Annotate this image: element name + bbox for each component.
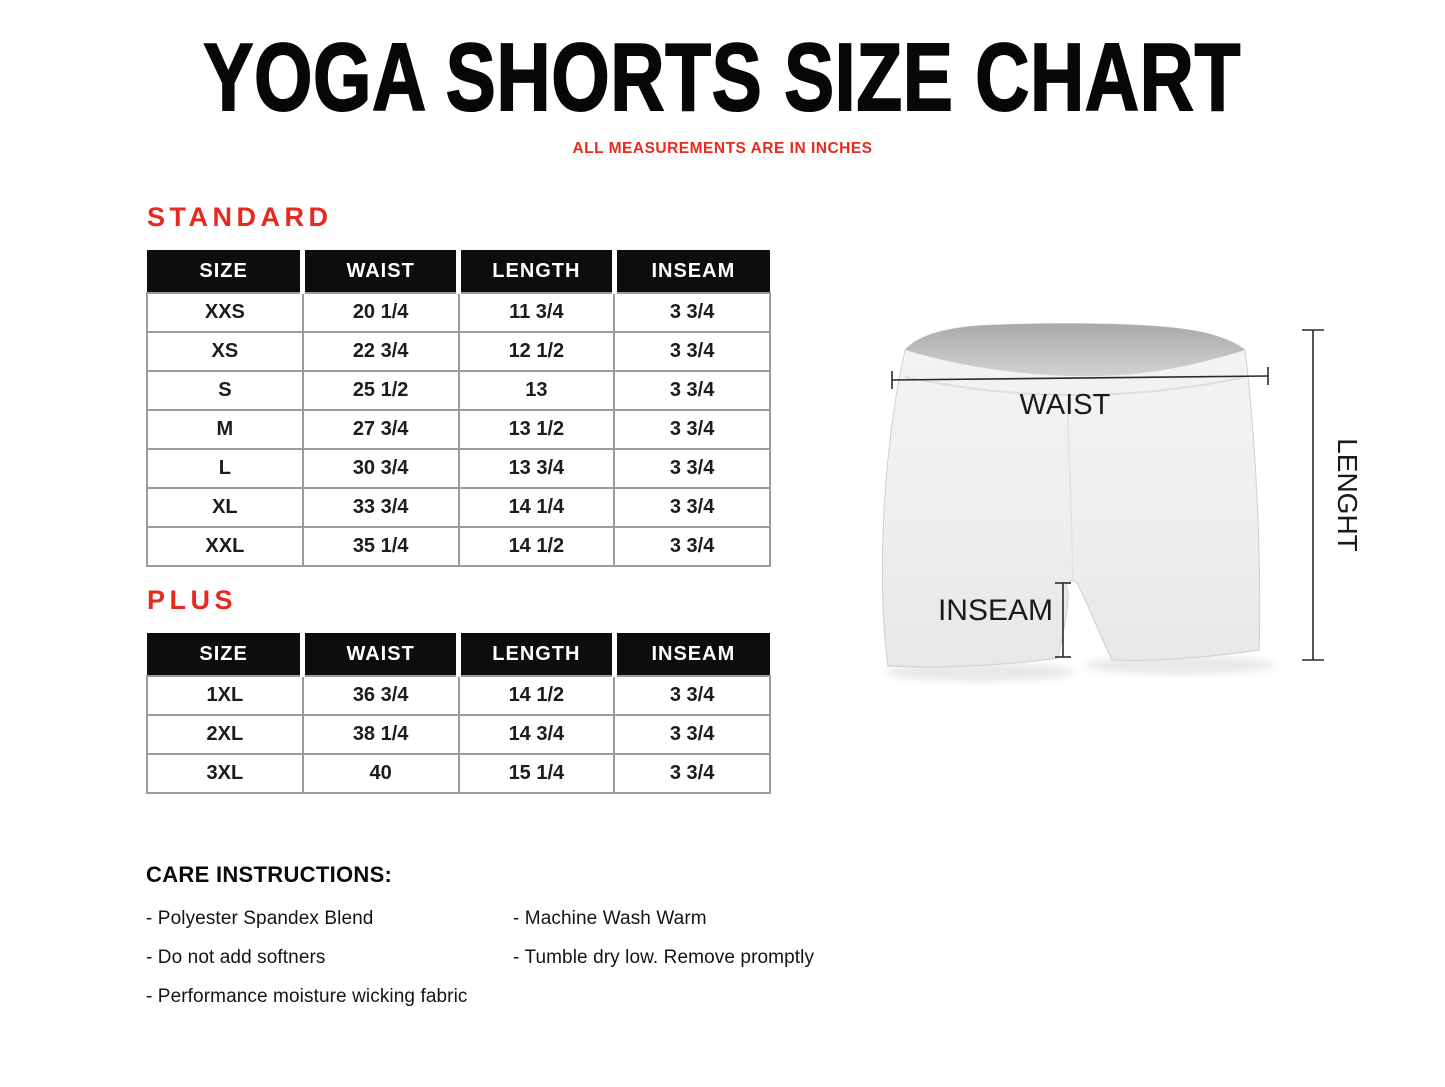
- size-cell: 3XL: [147, 754, 303, 793]
- table-header-row: [147, 633, 770, 676]
- measurement-cell: 13: [459, 371, 615, 410]
- plus-section-heading: PLUS: [147, 585, 238, 615]
- waist-label: WAIST: [1019, 389, 1111, 421]
- table-row: [147, 293, 770, 332]
- size-cell: L: [147, 449, 303, 488]
- measurement-cell: 13 1/2: [459, 410, 615, 449]
- care-instruction-item: - Do not add softners: [146, 947, 326, 968]
- size-cell: XXS: [147, 293, 303, 332]
- size-cell: XL: [147, 488, 303, 527]
- length-measure-line: [1302, 330, 1324, 660]
- measurement-cell: 3 3/4: [614, 410, 770, 449]
- measurement-cell: 12 1/2: [459, 332, 615, 371]
- measurement-cell: 25 1/2: [303, 371, 459, 410]
- size-cell: 1XL: [147, 676, 303, 715]
- measurement-cell: 14 1/2: [459, 527, 615, 566]
- column-header-length: LENGTH: [459, 250, 615, 293]
- measurement-cell: 22 3/4: [303, 332, 459, 371]
- table-row: [147, 676, 770, 715]
- measurement-cell: 14 3/4: [459, 715, 615, 754]
- measurement-cell: 3 3/4: [614, 488, 770, 527]
- measurement-cell: 3 3/4: [614, 449, 770, 488]
- table-header-row: [147, 250, 770, 293]
- measurement-cell: 3 3/4: [614, 754, 770, 793]
- measurement-cell: 3 3/4: [614, 332, 770, 371]
- table-row: [147, 527, 770, 566]
- column-header-waist: WAIST: [303, 250, 459, 293]
- measurement-cell: 30 3/4: [303, 449, 459, 488]
- page-title: YOGA SHORTS SIZE CHART: [203, 24, 1242, 131]
- column-header-size: SIZE: [147, 250, 303, 293]
- measurement-cell: 27 3/4: [303, 410, 459, 449]
- table-row: [147, 371, 770, 410]
- measurement-cell: 3 3/4: [614, 293, 770, 332]
- size-cell: 2XL: [147, 715, 303, 754]
- measurement-cell: 36 3/4: [303, 676, 459, 715]
- table-row: [147, 754, 770, 793]
- measurement-cell: 11 3/4: [459, 293, 615, 332]
- measurement-cell: 3 3/4: [614, 371, 770, 410]
- measurement-cell: 3 3/4: [614, 527, 770, 566]
- table-row: [147, 449, 770, 488]
- care-instructions-column-2: [513, 908, 814, 986]
- table-row: [147, 488, 770, 527]
- standard-section-heading: STANDARD: [147, 202, 333, 232]
- length-label: LENGHT: [1332, 438, 1363, 552]
- measurements-note: ALL MEASUREMENTS ARE IN INCHES: [572, 140, 873, 157]
- column-header-size: SIZE: [147, 633, 303, 676]
- measurement-cell: 40: [303, 754, 459, 793]
- column-header-inseam: INSEAM: [614, 250, 770, 293]
- measurement-cell: 33 3/4: [303, 488, 459, 527]
- care-instructions-heading: CARE INSTRUCTIONS:: [146, 862, 393, 887]
- measurement-cell: 15 1/4: [459, 754, 615, 793]
- table-row: [147, 332, 770, 371]
- care-instructions-column-1: [146, 908, 468, 1025]
- inseam-label: INSEAM: [937, 594, 1053, 627]
- subtitle-wrap: [0, 140, 1445, 158]
- measurement-cell: 13 3/4: [459, 449, 615, 488]
- column-header-inseam: INSEAM: [614, 633, 770, 676]
- table-row: [147, 715, 770, 754]
- standard-size-table: [146, 250, 771, 567]
- size-cell: XS: [147, 332, 303, 371]
- measurement-cell: 20 1/4: [303, 293, 459, 332]
- measurement-cell: 3 3/4: [614, 676, 770, 715]
- shorts-measurement-diagram: [860, 295, 1380, 705]
- measurement-cell: 14 1/4: [459, 488, 615, 527]
- size-cell: XXL: [147, 527, 303, 566]
- measurement-cell: 14 1/2: [459, 676, 615, 715]
- care-instruction-item: - Polyester Spandex Blend: [146, 908, 374, 929]
- column-header-length: LENGTH: [459, 633, 615, 676]
- measurement-cell: 35 1/4: [303, 527, 459, 566]
- table-row: [147, 410, 770, 449]
- care-instruction-item: - Tumble dry low. Remove promptly: [513, 947, 815, 968]
- header: [0, 24, 1445, 131]
- plus-size-table: [146, 633, 771, 794]
- column-header-waist: WAIST: [303, 633, 459, 676]
- size-cell: S: [147, 371, 303, 410]
- measurement-cell: 38 1/4: [303, 715, 459, 754]
- measurement-cell: 3 3/4: [614, 715, 770, 754]
- care-instruction-item: - Performance moisture wicking fabric: [146, 986, 468, 1007]
- care-instruction-item: - Machine Wash Warm: [513, 908, 707, 929]
- size-cell: M: [147, 410, 303, 449]
